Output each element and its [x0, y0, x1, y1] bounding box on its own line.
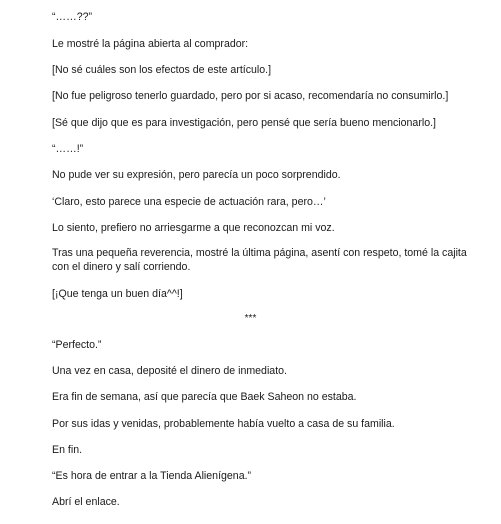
paragraph: Le mostré la página abierta al comprador:	[52, 38, 249, 50]
paragraph: Lo siento, prefiero no arriesgarme a que reconozcan mi voz.	[52, 222, 335, 234]
paragraph: Por sus idas y venidas, probablemente había vuelto a casa de su familia.	[52, 418, 395, 430]
paragraph: “Es hora de entrar a la Tienda Alienígena.”	[52, 470, 252, 482]
paragraph: Una vez en casa, deposité el dinero de inmediato.	[52, 365, 287, 377]
paragraph: “Perfecto.”	[52, 339, 102, 351]
paragraph: En fin.	[52, 444, 83, 456]
paragraph: “……!”	[52, 143, 84, 155]
paragraph: ‘Claro, esto parece una especie de actuación rara, pero…’	[52, 196, 326, 208]
paragraph: [No sé cuáles son los efectos de este artículo.]	[52, 64, 272, 76]
paragraph: Abrí el enlace.	[52, 496, 120, 508]
section-separator: ***	[244, 313, 257, 324]
paragraph: Tras una pequeña reverencia, mostré la última página, asentí con respeto, tomé la cajita con el dinero y salí corriendo.	[52, 247, 467, 273]
paragraph: [Sé que dijo que es para investigación, pero pensé que sería bueno mencionarlo.]	[52, 117, 436, 129]
paragraph: [¡Que tenga un buen día^^!]	[52, 288, 183, 300]
paragraph: [No fue peligroso tenerlo guardado, pero por si acaso, recomendaría no consumirlo.]	[52, 90, 449, 102]
paragraph: No pude ver su expresión, pero parecía un poco sorprendido.	[52, 169, 341, 181]
paragraph: “……??”	[52, 11, 93, 23]
paragraph: Era fin de semana, así que parecía que Baek Saheon no estaba.	[52, 391, 357, 403]
